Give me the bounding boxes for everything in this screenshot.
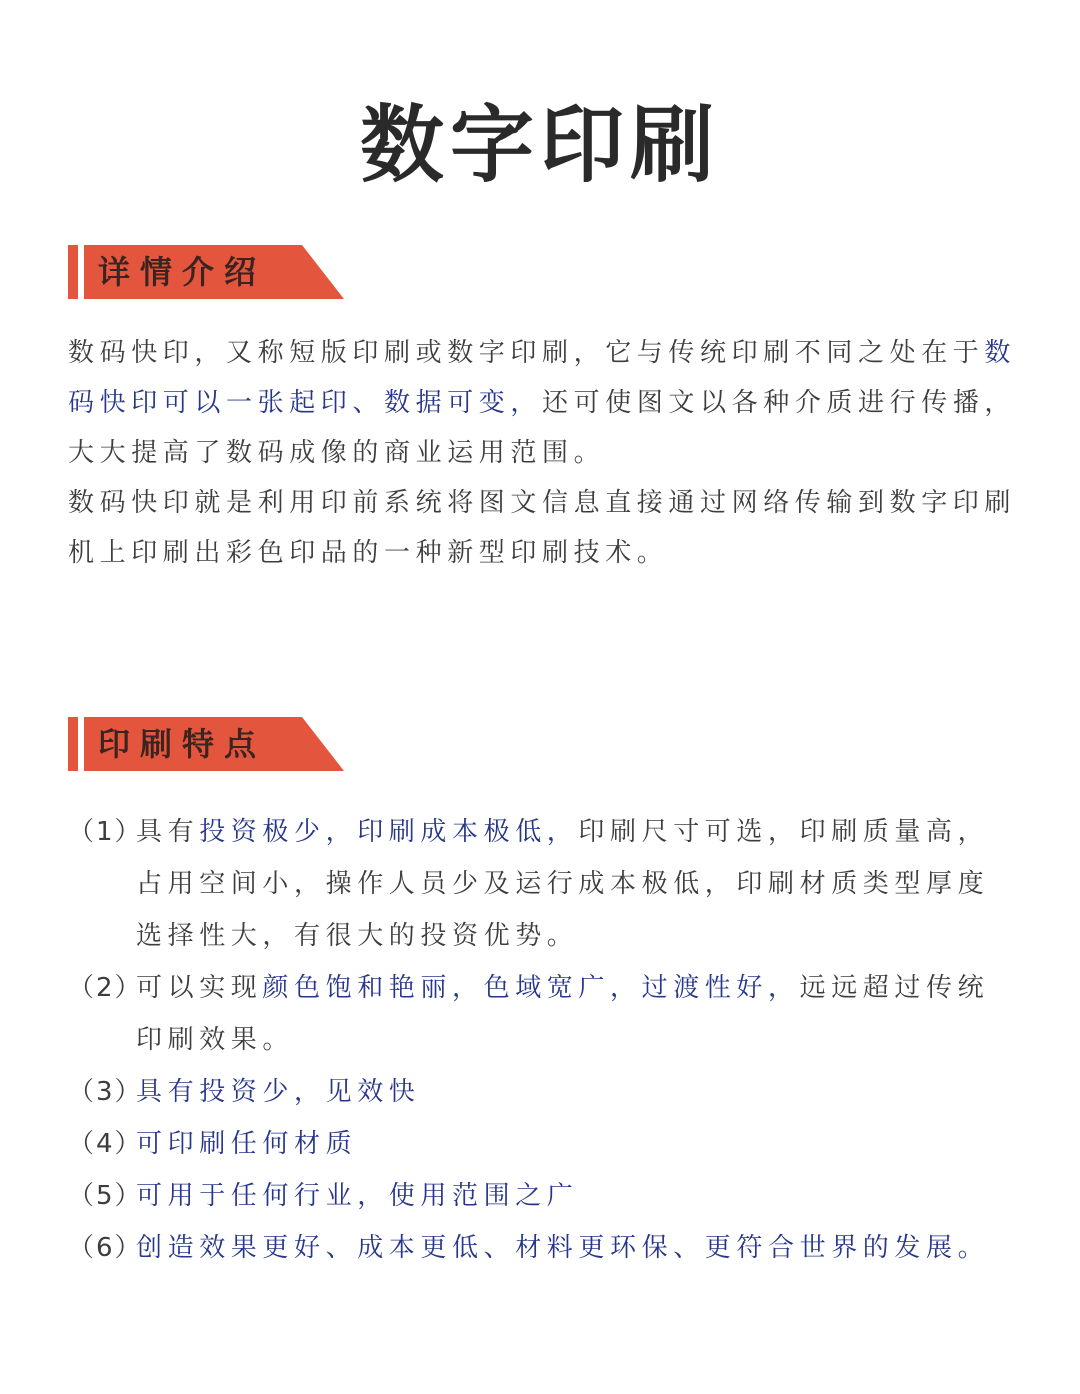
text-run: 具有 bbox=[136, 817, 200, 847]
list-item bbox=[68, 962, 1018, 1066]
list-item bbox=[68, 1066, 1018, 1118]
details-p1-highlight: 数码快印可以一张起印、数据可变， bbox=[68, 338, 1017, 418]
section-tag-features bbox=[68, 717, 344, 771]
text-run: 远远超过传统印刷效果。 bbox=[136, 973, 990, 1055]
list-item-text: 具有投资少，见效快 bbox=[136, 1077, 421, 1107]
text-run-highlight: 投资极少，印刷成本极低， bbox=[199, 817, 579, 847]
list-item-number: （6） bbox=[68, 1233, 143, 1263]
list-item-text: 可用于任何行业，使用范围之广 bbox=[136, 1181, 579, 1211]
list-item bbox=[68, 806, 1018, 962]
section-heading-features: 印刷特点 bbox=[98, 725, 267, 763]
section-heading-details: 详情介绍 bbox=[98, 253, 267, 291]
page-title: 数字印刷 bbox=[359, 96, 720, 194]
list-item bbox=[68, 1170, 1018, 1222]
list-item-text bbox=[136, 962, 1018, 1066]
section-tag-details bbox=[68, 245, 344, 299]
list-item-text: 创造效果更好、成本更低、材料更环保、更符合世界的发展。 bbox=[136, 1233, 990, 1263]
list-item-number: （3） bbox=[68, 1077, 143, 1107]
list-item-text: 可印刷任何材质 bbox=[136, 1129, 358, 1159]
text-run: 印刷尺寸可选，印刷质量高，占用空间小，操作人员少及运行成本极低，印刷材质类型厚度选择性大，有很大的投资优势。 bbox=[136, 817, 990, 951]
text-run: 可以实现 bbox=[136, 973, 263, 1003]
list-item-text bbox=[136, 806, 1018, 962]
details-body bbox=[68, 328, 1018, 578]
list-item bbox=[68, 1222, 1018, 1274]
list-item-number: （1） bbox=[68, 817, 143, 847]
details-p1-part-3: 还可使图文以各种介质进行传播，大大提高了数码成像的商业运用范围。 bbox=[68, 388, 1017, 468]
features-list bbox=[68, 806, 1018, 1274]
list-item-number: （5） bbox=[68, 1181, 143, 1211]
details-paragraph-2: 数码快印就是利用印前系统将图文信息直接通过网络传输到数字印刷机上印刷出彩色印品的一种新型印刷技术。 bbox=[68, 488, 1017, 568]
text-run-highlight: 颜色饱和艳丽，色域宽广，过渡性好， bbox=[262, 973, 800, 1003]
list-item-number: （4） bbox=[68, 1129, 143, 1159]
list-item bbox=[68, 1118, 1018, 1170]
list-item-number: （2） bbox=[68, 973, 143, 1003]
details-p1-part-1: 数码快印，又称短版印刷或数字印刷，它与传统印刷不同之处在于 bbox=[68, 338, 985, 368]
details-paragraph-1 bbox=[68, 328, 1018, 478]
